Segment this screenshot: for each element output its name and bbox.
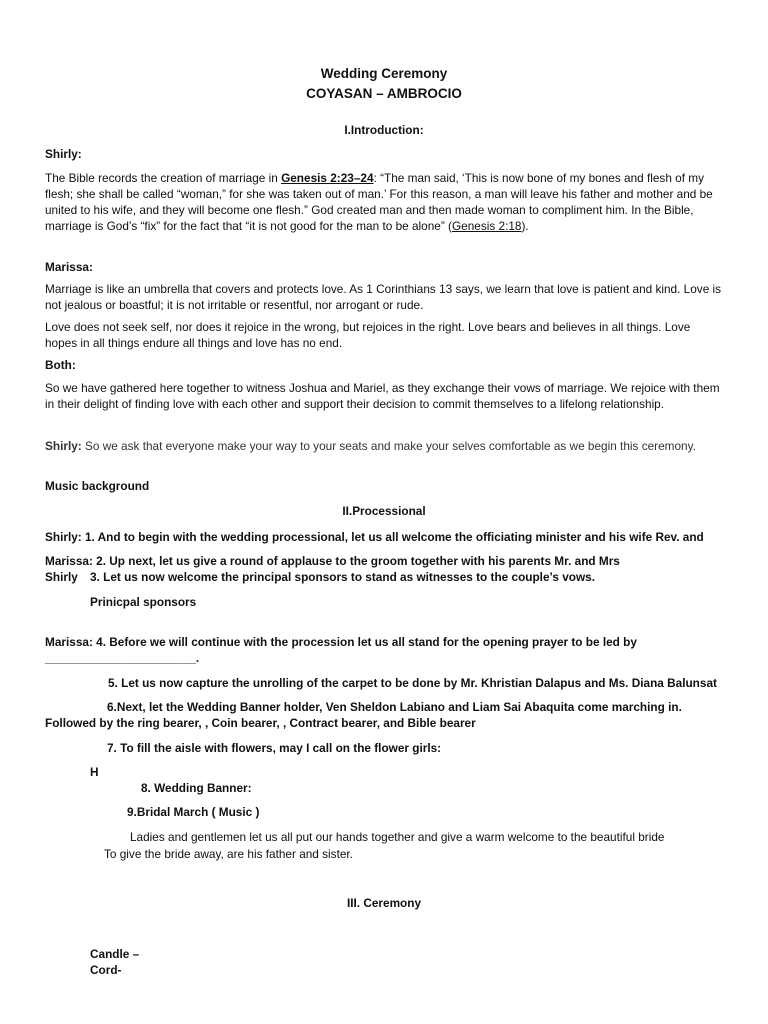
processional-line-2: Marissa: 2. Up next, let us give a round of applause to the groom together with his parents Mr. and Mrs [45,554,620,568]
prayer-leader-blank: _______________________. [45,651,200,665]
processional-line-1: Shirly: 1. And to begin with the wedding processional, let us all welcome the officiating minister and his wife Rev. and [45,530,704,544]
paragraph-umbrella: Marriage is like an umbrella that covers and protects love. As 1 Corinthians 13 says, we learn that love is patient and kind. Love is not jealous or boastful; it is not irritable or resentful, nor arrogant or rude. [45,282,722,312]
speaker-label-both: Both: [45,358,76,372]
speaker-label-marissa: Marissa: [45,260,93,274]
processional-line-3-speaker: Shirly [45,570,78,584]
processional-line-8: 8. Wedding Banner: [141,781,252,795]
flower-girls-initial: H [90,765,99,779]
give-away-line: To give the bride away, are his father and sister. [104,847,353,861]
processional-line-9: 9.Bridal March ( Music ) [127,805,260,819]
section-heading-ceremony: III. Ceremony [346,896,422,910]
speaker-label-shirly: Shirly: [45,147,82,161]
paragraph-text: So we ask that everyone make your way to your seats and make your selves comfortable as we begin this ceremony. [81,439,696,453]
section-heading-introduction: I.Introduction: [344,123,424,137]
processional-line-3: 3. Let us now welcome the principal sponsors to stand as witnesses to the couple’s vows. [90,570,595,584]
principal-sponsors-label: Prinicpal sponsors [90,595,197,609]
couple-names: COYASAN – AMBROCIO [306,86,462,101]
paragraph-text: ). [521,219,529,233]
cord-item: Cord- [90,963,122,977]
processional-line-7: 7. To fill the aisle with flowers, may I call on the flower girls: [107,741,442,755]
paragraph-gathered: So we have gathered here together to witness Joshua and Mariel, as they exchange their vows of marriage. We rejoice with them in their delight of finding love with each other and support their decision to commit themselves to a lifelong relationship. [45,381,720,411]
bride-welcome-line: Ladies and gentlemen let us all put our hands together and give a warm welcome to the beautiful bride [130,830,665,844]
music-background-note: Music background [45,479,150,493]
processional-line-5: 5. Let us now capture the unrolling of the carpet to be done by Mr. Khristian Dalapus and Ms. Diana Balunsat [108,676,717,690]
paragraph-creation [45,170,725,234]
paragraph-text: : “The man said, ‘This is now bone of my bones and flesh of my flesh; she shall be called “woman,” for she was taken out of man.’ For this reason, a man will leave his father and mother and be united to his wife, and they will become one flesh.” God created man and then made woman to compliment him. In the Bible, marriage is God’s “fix” for the fact that “it is not good for the man to be alone” ( [45,171,713,233]
processional-line-6-cont: Followed by the ring bearer, , Coin bearer, , Contract bearer, and Bible bearer [45,716,476,730]
scripture-link-genesis-2-23[interactable]: Genesis 2:23–24 [281,171,374,185]
speaker-label-shirly: Shirly: [45,439,82,453]
section-heading-processional: II.Processional [342,504,426,518]
paragraph-seats [45,438,725,454]
processional-line-6: 6.Next, let the Wedding Banner holder, Ven Sheldon Labiano and Liam Sai Abaquita come marching in. [107,700,682,714]
paragraph-love: Love does not seek self, nor does it rejoice in the wrong, but rejoices in the right. Love bears and believes in all things. Love hopes in all things endure all things and love has no end. [45,320,691,350]
paragraph-text: The Bible records the creation of marriage in [45,171,282,185]
document-title: Wedding Ceremony [320,66,448,81]
scripture-link-genesis-2-18[interactable]: Genesis 2:18 [451,219,522,233]
processional-line-4: Marissa: 4. Before we will continue with the procession let us all stand for the opening prayer to be led by [45,635,637,649]
candle-item: Candle – [90,947,140,961]
